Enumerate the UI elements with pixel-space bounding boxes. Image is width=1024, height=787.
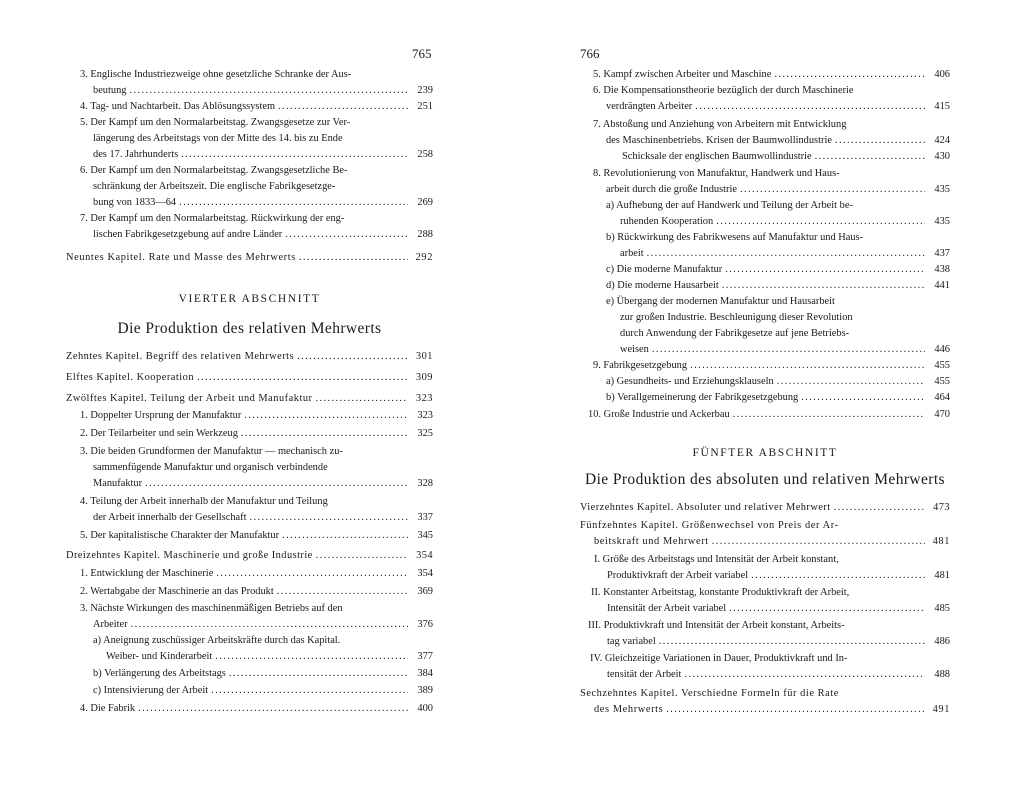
toc-entry: lischen Fabrikgesetzgebung auf andre Länder . . . 288 (93, 230, 433, 240)
toc-entry: a) Aneignung zuschüssiger Arbeitskräfte durch das Kapital. (93, 635, 341, 646)
toc-entry: 4. Teilung der Arbeit innerhalb der Manufaktur und Teilung (80, 496, 328, 507)
chapter-entry: Zwölftes Kapitel. Teilung der Arbeit und Manufaktur . . . 323 (66, 394, 433, 404)
section-title: Die Produktion des relativen Mehrwerts (117, 320, 382, 337)
toc-entry: längerung des Arbeitstags von der Mitte des 14. bis zu Ende (93, 133, 343, 144)
toc-entry: Schicksale der englischen Baumwollindustrie . . . 430 (622, 152, 950, 162)
toc-entry: durch Anwendung der Fabrikgesetze auf jene Betriebs- (620, 328, 850, 339)
toc-entry: Produktivkraft der Arbeit variabel . . . 481 (607, 571, 950, 581)
toc-entry: sammenfügende Manufaktur und organisch verbindende (93, 462, 328, 473)
page-number-left: 765 (412, 46, 432, 61)
toc-entry: 1. Entwicklung der Maschinerie . . . 354 (80, 569, 433, 579)
chapter-entry: Neuntes Kapitel. Rate und Masse des Mehrwerts . . . 292 (66, 253, 433, 263)
toc-entry: Manufaktur . . . 328 (93, 479, 433, 489)
toc-entry: zur großen Industrie. Beschleunigung dieser Revolution (620, 312, 853, 323)
toc-entry: IV. Gleichzeitige Variationen in Dauer, Produktivkraft und In- (590, 653, 848, 664)
toc-entry: 9. Fabrikgesetzgebung . . . 455 (593, 361, 950, 371)
toc-entry: des 17. Jahrhunderts . . . 258 (93, 150, 433, 160)
toc-entry: 5. Der Kampf um den Normalarbeitstag. Zwangsgesetze zur Ver- (80, 117, 351, 128)
toc-entry: 8. Revolutionierung von Manufaktur, Handwerk und Haus- (593, 168, 840, 179)
toc-entry: 5. Der kapitalistische Charakter der Manufaktur . . . 345 (80, 531, 433, 541)
chapter-entry: des Mehrwerts . . . 491 (594, 705, 950, 715)
toc-entry: 3. Die beiden Grundformen der Manufaktur — mechanisch zu- (80, 446, 343, 457)
toc-entry: 4. Die Fabrik . . . 400 (80, 704, 433, 714)
toc-entry: Weiber- und Kinderarbeit . . . 377 (106, 652, 433, 662)
toc-entry: d) Die moderne Hausarbeit . . . 441 (606, 281, 950, 291)
toc-entry: b) Rückwirkung des Fabrikwesens auf Manufaktur und Haus- (606, 232, 864, 243)
chapter-entry: Vierzehntes Kapitel. Absoluter und relativer Mehrwert . . . 473 (580, 503, 950, 513)
chapter-entry: Zehntes Kapitel. Begriff des relativen Mehrwerts . . . 301 (66, 352, 433, 362)
toc-entry: e) Übergang der modernen Manufaktur und Hausarbeit (606, 296, 835, 307)
toc-entry: 6. Der Kampf um den Normalarbeitstag. Zwangsgesetzliche Be- (80, 165, 348, 176)
chapter-entry: Dreizehntes Kapitel. Maschinerie und große Industrie . . . 354 (66, 551, 433, 561)
toc-entry: bung von 1833—64 . . . 269 (93, 198, 433, 208)
toc-entry: 6. Die Kompensationstheorie bezüglich der durch Maschinerie (593, 85, 854, 96)
toc-entry: 10. Große Industrie und Ackerbau . . . 470 (588, 410, 950, 420)
chapter-entry: Elftes Kapitel. Kooperation . . . 309 (66, 373, 433, 383)
toc-entry: arbeit . . . 437 (620, 249, 950, 259)
section-heading: FÜNFTER ABSCHNITT (692, 447, 838, 459)
toc-entry: der Arbeit innerhalb der Gesellschaft . . . 337 (93, 513, 433, 523)
chapter-entry: Fünfzehntes Kapitel. Größenwechsel von Preis der Ar- (580, 520, 839, 531)
toc-entry: schränkung der Arbeitszeit. Die englische Fabrikgesetzge- (93, 181, 336, 192)
toc-entry: II. Konstanter Arbeitstag, konstante Produktivkraft der Arbeit, (591, 587, 850, 598)
section-heading: VIERTER ABSCHNITT (178, 293, 321, 305)
toc-entry: Arbeiter . . . 376 (93, 620, 433, 630)
toc-entry: b) Verallgemeinerung der Fabrikgesetzgebung . . . 464 (606, 393, 950, 403)
toc-entry: beutung . . . 239 (93, 86, 433, 96)
toc-entry: I. Größe des Arbeitstags und Intensität der Arbeit konstant, (594, 554, 839, 565)
toc-entry: ruhenden Kooperation . . . 435 (620, 217, 950, 227)
toc-entry: 3. Nächste Wirkungen des maschinenmäßigen Betriebs auf den (80, 603, 343, 614)
toc-entry: a) Gesundheits- und Erziehungsklauseln . . . 455 (606, 377, 950, 387)
toc-entry: 3. Englische Industriezweige ohne gesetzliche Schranke der Aus- (80, 69, 352, 80)
toc-entry: c) Intensivierung der Arbeit . . . 389 (93, 686, 433, 696)
toc-entry: weisen . . . 446 (620, 345, 950, 355)
toc-entry: Intensität der Arbeit variabel . . . 485 (607, 604, 950, 614)
chapter-entry: beitskraft und Mehrwert . . . 481 (594, 537, 950, 547)
toc-entry: tag variabel . . . 486 (607, 637, 950, 647)
toc-entry: b) Verlängerung des Arbeitstags . . . 384 (93, 669, 433, 679)
toc-entry: des Maschinenbetriebs. Krisen der Baumwollindustrie . . . 424 (606, 136, 950, 146)
toc-entry: 4. Tag- und Nachtarbeit. Das Ablösungssystem . . . 251 (80, 102, 433, 112)
toc-entry: 1. Doppelter Ursprung der Manufaktur . . . 323 (80, 411, 433, 421)
toc-entry: 2. Wertabgabe der Maschinerie an das Produkt . . . 369 (80, 587, 433, 597)
section-title: Die Produktion des absoluten und relativen Mehrwerts (584, 471, 945, 488)
toc-entry: 7. Abstoßung und Anziehung von Arbeitern mit Entwicklung (593, 119, 847, 130)
toc-entry: arbeit durch die große Industrie . . . 435 (606, 185, 950, 195)
toc-entry: c) Die moderne Manufaktur . . . 438 (606, 265, 950, 275)
chapter-entry: Sechzehntes Kapitel. Verschiedne Formeln für die Rate (580, 688, 839, 699)
toc-entry: tensität der Arbeit . . . 488 (607, 670, 950, 680)
page-number-right: 766 (580, 46, 600, 61)
toc-entry: 5. Kampf zwischen Arbeiter und Maschine . . . 406 (593, 70, 950, 80)
toc-entry: a) Aufhebung der auf Handwerk und Teilung der Arbeit be- (606, 200, 853, 211)
toc-entry: 2. Der Teilarbeiter und sein Werkzeug . . . 325 (80, 429, 433, 439)
toc-entry: verdrängten Arbeiter . . . 415 (606, 102, 950, 112)
toc-entry: III. Produktivkraft und Intensität der Arbeit konstant, Arbeits- (588, 620, 845, 631)
toc-entry: 7. Der Kampf um den Normalarbeitstag. Rückwirkung der eng- (80, 213, 345, 224)
